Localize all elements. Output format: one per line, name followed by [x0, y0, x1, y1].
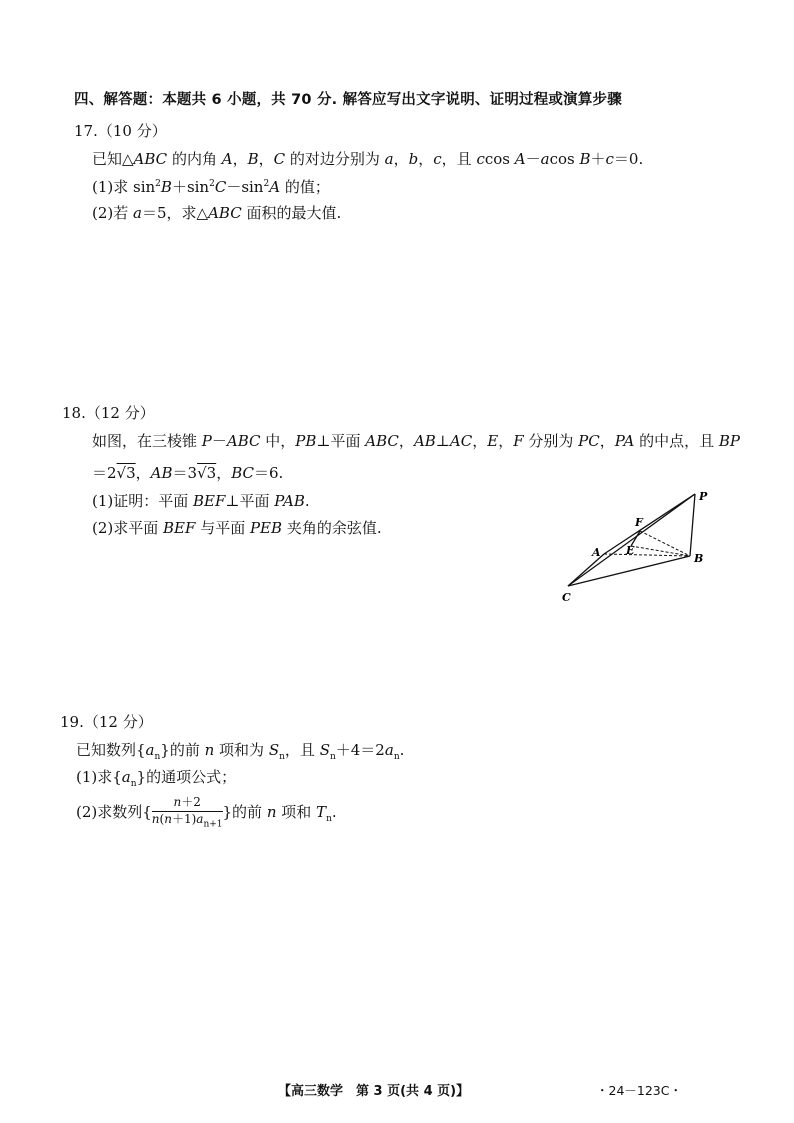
label-P: P	[699, 490, 708, 503]
q18-part-1: (1)证明：平面 BEF⊥平面 PAB.	[92, 492, 310, 510]
q19-stem: 已知数列$\{a_n\}$的前 n 项和为 $S_n$，且 $S_n+4=2a_n$.	[76, 741, 405, 762]
edge-PA	[604, 494, 695, 554]
edge-PB	[690, 494, 695, 556]
figure-dashed-edges	[604, 531, 690, 556]
page-footer-label: 【高三数学 第 3 页(共 4 页)】	[278, 1084, 470, 1099]
q19-part-2: (2)求数列{ $\frac{n+2}{n(n+1)a_{n+1}}$ }的前 n 项和 $T_n$.	[76, 795, 337, 830]
q18-part-2: (2)求平面 BEF 与平面 PEB 夹角的余弦值.	[92, 519, 382, 537]
q19-fraction: $\frac{n+2}{n(n+1)a_{n+1}}$	[151, 795, 223, 830]
label-E: E	[626, 544, 635, 557]
label-B: B	[694, 552, 704, 565]
label-C: C	[562, 591, 571, 604]
q19-number: 19.（12 分）	[60, 713, 153, 731]
q18-stem-line-2: ＝2√3，AB＝3√3，BC＝6.	[92, 464, 284, 482]
label-A: A	[592, 546, 601, 559]
edge-CB	[568, 556, 690, 586]
q18-number: 18.（12 分）	[62, 404, 155, 422]
tetrahedron-figure	[552, 486, 722, 606]
q17-number: 17.（10 分）	[74, 122, 167, 140]
label-F: F	[635, 516, 643, 529]
q17-part-1: (1)求 $\sin^2B+\sin^2C-\sin^2A$ 的值；	[92, 178, 330, 196]
q17-stem: 已知△ABC 的内角 A，B，C 的对边分别为 a，b，c，且 ccos A－acos B＋c＝0.	[92, 150, 644, 168]
q18-stem-line-1: 如图，在三棱锥 P－ABC 中，PB⊥平面 ABC，AB⊥AC，E，F 分别为 PC，PA 的中点，且 BP	[92, 432, 740, 450]
section-header: 四、解答题：本题共 6 小题，共 70 分. 解答应写出文字说明、证明过程或演算步骤	[74, 92, 622, 108]
figure-solid-edges	[568, 494, 695, 586]
q17-part-2: (2)若 a＝5，求△ABC 面积的最大值.	[92, 204, 342, 222]
q19-part-1: (1)求$\{a_n\}$的通项公式；	[76, 768, 237, 789]
edge-PC	[568, 494, 695, 586]
edge-FB-hidden	[640, 531, 690, 556]
page-footer-code: ・24－123C・	[596, 1083, 682, 1098]
